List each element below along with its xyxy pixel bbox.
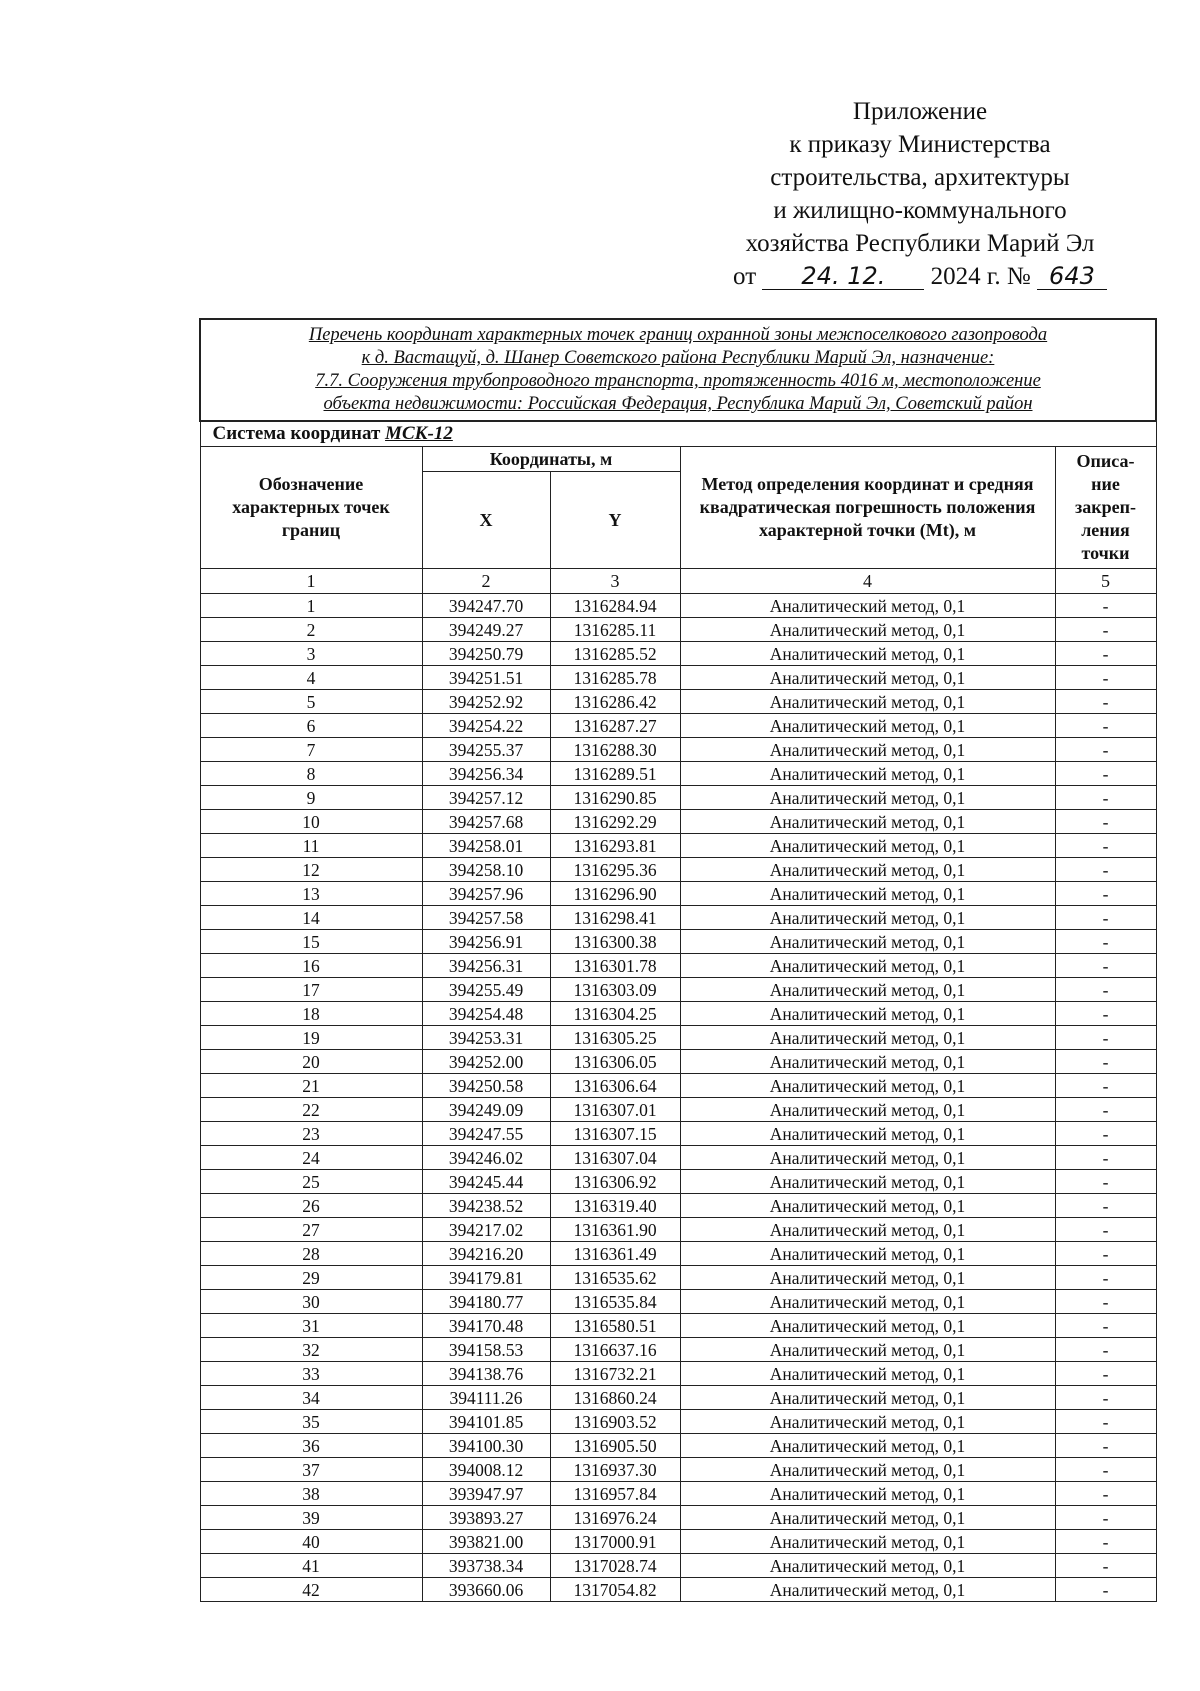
fixing-description: - [1055, 762, 1156, 786]
coord-y: 1316301.78 [550, 954, 680, 978]
header-line: к приказу Министерства [789, 131, 1051, 158]
fixing-description: - [1055, 1026, 1156, 1050]
fixing-description: - [1055, 1314, 1156, 1338]
fixing-description: - [1055, 1386, 1156, 1410]
coord-y: 1316284.94 [550, 594, 680, 618]
method: Аналитический метод, 0,1 [680, 1482, 1055, 1506]
coord-x: 394170.48 [422, 1314, 550, 1338]
coord-y: 1316535.84 [550, 1290, 680, 1314]
coord-x: 394257.12 [422, 786, 550, 810]
coord-x: 393893.27 [422, 1506, 550, 1530]
method: Аналитический метод, 0,1 [680, 762, 1055, 786]
coord-y: 1316300.38 [550, 930, 680, 954]
method: Аналитический метод, 0,1 [680, 1578, 1055, 1602]
coord-x: 394252.00 [422, 1050, 550, 1074]
table-row [200, 1050, 1156, 1074]
method: Аналитический метод, 0,1 [680, 666, 1055, 690]
coord-y: 1316306.05 [550, 1050, 680, 1074]
method: Аналитический метод, 0,1 [680, 1506, 1055, 1530]
fixing-description: - [1055, 1170, 1156, 1194]
point-number: 39 [200, 1506, 422, 1530]
fixing-description: - [1055, 1362, 1156, 1386]
method: Аналитический метод, 0,1 [680, 978, 1055, 1002]
point-number: 9 [200, 786, 422, 810]
fixing-description: - [1055, 1482, 1156, 1506]
table-row [200, 1482, 1156, 1506]
point-number: 35 [200, 1410, 422, 1434]
method: Аналитический метод, 0,1 [680, 690, 1055, 714]
coord-y: 1316361.49 [550, 1242, 680, 1266]
point-number: 7 [200, 738, 422, 762]
header-y: Y [550, 472, 680, 569]
header-line: хозяйства Республики Марий Эл [745, 230, 1095, 257]
coord-y: 1316361.90 [550, 1218, 680, 1242]
method: Аналитический метод, 0,1 [680, 1290, 1055, 1314]
coord-x: 393738.34 [422, 1554, 550, 1578]
fixing-description: - [1055, 882, 1156, 906]
method: Аналитический метод, 0,1 [680, 810, 1055, 834]
coord-y: 1316293.81 [550, 834, 680, 858]
point-number: 34 [200, 1386, 422, 1410]
fixing-description: - [1055, 1122, 1156, 1146]
coord-x: 394254.48 [422, 1002, 550, 1026]
coord-y: 1316298.41 [550, 906, 680, 930]
method: Аналитический метод, 0,1 [680, 1386, 1055, 1410]
table-row [200, 978, 1156, 1002]
fixing-description: - [1055, 1290, 1156, 1314]
fixing-description: - [1055, 1554, 1156, 1578]
coord-x: 394256.34 [422, 762, 550, 786]
fixing-description: - [1055, 1098, 1156, 1122]
coord-y: 1316580.51 [550, 1314, 680, 1338]
method: Аналитический метод, 0,1 [680, 1146, 1055, 1170]
coord-x: 394247.55 [422, 1122, 550, 1146]
fixing-description: - [1055, 714, 1156, 738]
coord-y: 1316287.27 [550, 714, 680, 738]
table-row [200, 1290, 1156, 1314]
coord-x: 394111.26 [422, 1386, 550, 1410]
date-prefix: от [733, 263, 757, 290]
method: Аналитический метод, 0,1 [680, 1122, 1055, 1146]
system-row [200, 421, 1156, 447]
fixing-description: - [1055, 690, 1156, 714]
coord-x: 394245.44 [422, 1170, 550, 1194]
table-row [200, 1026, 1156, 1050]
column-number: 2 [422, 569, 550, 594]
table-row [200, 642, 1156, 666]
header-point: Обозначение характерных точек границ [200, 447, 422, 569]
coord-x: 394253.31 [422, 1026, 550, 1050]
coord-y: 1316305.25 [550, 1026, 680, 1050]
coord-y: 1316288.30 [550, 738, 680, 762]
table-row [200, 858, 1156, 882]
column-number-row [200, 569, 1156, 594]
fixing-description: - [1055, 978, 1156, 1002]
point-number: 10 [200, 810, 422, 834]
table-row [200, 618, 1156, 642]
table-row [200, 882, 1156, 906]
method: Аналитический метод, 0,1 [680, 1194, 1055, 1218]
fixing-description: - [1055, 1194, 1156, 1218]
coord-x: 394258.01 [422, 834, 550, 858]
handwritten-order-number: 643 [1037, 263, 1107, 290]
point-number: 36 [200, 1434, 422, 1458]
point-number: 17 [200, 978, 422, 1002]
method: Аналитический метод, 0,1 [680, 1098, 1055, 1122]
coord-x: 394247.70 [422, 594, 550, 618]
point-number: 13 [200, 882, 422, 906]
coord-x: 394179.81 [422, 1266, 550, 1290]
point-number: 23 [200, 1122, 422, 1146]
column-number: 5 [1055, 569, 1156, 594]
table-row [200, 762, 1156, 786]
coord-x: 394249.09 [422, 1098, 550, 1122]
coord-y: 1316285.78 [550, 666, 680, 690]
fixing-description: - [1055, 858, 1156, 882]
fixing-description: - [1055, 642, 1156, 666]
table-row [200, 954, 1156, 978]
point-number: 1 [200, 594, 422, 618]
fixing-description: - [1055, 618, 1156, 642]
method: Аналитический метод, 0,1 [680, 1530, 1055, 1554]
method: Аналитический метод, 0,1 [680, 1026, 1055, 1050]
table-row [200, 1122, 1156, 1146]
column-number: 3 [550, 569, 680, 594]
coord-x: 393821.00 [422, 1530, 550, 1554]
method: Аналитический метод, 0,1 [680, 1458, 1055, 1482]
method: Аналитический метод, 0,1 [680, 1002, 1055, 1026]
table-row [200, 666, 1156, 690]
method: Аналитический метод, 0,1 [680, 906, 1055, 930]
point-number: 25 [200, 1170, 422, 1194]
fixing-description: - [1055, 1458, 1156, 1482]
method: Аналитический метод, 0,1 [680, 1050, 1055, 1074]
fixing-description: - [1055, 954, 1156, 978]
method: Аналитический метод, 0,1 [680, 858, 1055, 882]
table-row [200, 906, 1156, 930]
fixing-description: - [1055, 930, 1156, 954]
point-number: 21 [200, 1074, 422, 1098]
header-line: Приложение [852, 98, 988, 125]
coord-y: 1316296.90 [550, 882, 680, 906]
fixing-description: - [1055, 1434, 1156, 1458]
coord-y: 1316307.01 [550, 1098, 680, 1122]
table-row [200, 1506, 1156, 1530]
header-coordinates: Координаты, м [422, 447, 680, 472]
header-row-1 [200, 447, 1156, 472]
fixing-description: - [1055, 810, 1156, 834]
fixing-description: - [1055, 1506, 1156, 1530]
coord-x: 394246.02 [422, 1146, 550, 1170]
coord-x: 394158.53 [422, 1338, 550, 1362]
point-number: 38 [200, 1482, 422, 1506]
fixing-description: - [1055, 1002, 1156, 1026]
fixing-description: - [1055, 1074, 1156, 1098]
coord-y: 1317000.91 [550, 1530, 680, 1554]
coord-x: 394255.49 [422, 978, 550, 1002]
method: Аналитический метод, 0,1 [680, 618, 1055, 642]
fixing-description: - [1055, 1578, 1156, 1602]
title-row [200, 319, 1156, 421]
coord-y: 1316957.84 [550, 1482, 680, 1506]
method: Аналитический метод, 0,1 [680, 1434, 1055, 1458]
coord-y: 1316732.21 [550, 1362, 680, 1386]
system-code: МСК-12 [385, 423, 453, 444]
point-number: 27 [200, 1218, 422, 1242]
point-number: 19 [200, 1026, 422, 1050]
table-row [200, 1074, 1156, 1098]
coord-x: 394238.52 [422, 1194, 550, 1218]
table-row [200, 738, 1156, 762]
coord-y: 1316289.51 [550, 762, 680, 786]
coord-x: 394138.76 [422, 1362, 550, 1386]
column-number: 1 [200, 569, 422, 594]
point-number: 8 [200, 762, 422, 786]
method: Аналитический метод, 0,1 [680, 1554, 1055, 1578]
coord-y: 1316306.64 [550, 1074, 680, 1098]
coord-y: 1316295.36 [550, 858, 680, 882]
point-number: 37 [200, 1458, 422, 1482]
table-row [200, 1362, 1156, 1386]
coord-x: 394251.51 [422, 666, 550, 690]
coord-x: 394257.58 [422, 906, 550, 930]
fixing-description: - [1055, 1530, 1156, 1554]
table-row [200, 1242, 1156, 1266]
coord-y: 1316860.24 [550, 1386, 680, 1410]
coord-y: 1316290.85 [550, 786, 680, 810]
coord-y: 1316307.15 [550, 1122, 680, 1146]
point-number: 5 [200, 690, 422, 714]
point-number: 29 [200, 1266, 422, 1290]
coord-y: 1316285.11 [550, 618, 680, 642]
fixing-description: - [1055, 666, 1156, 690]
point-number: 6 [200, 714, 422, 738]
point-number: 16 [200, 954, 422, 978]
coord-x: 394216.20 [422, 1242, 550, 1266]
table-row [200, 714, 1156, 738]
table-row [200, 810, 1156, 834]
table-row [200, 930, 1156, 954]
point-number: 4 [200, 666, 422, 690]
point-number: 18 [200, 1002, 422, 1026]
coord-y: 1316303.09 [550, 978, 680, 1002]
fixing-description: - [1055, 738, 1156, 762]
coord-x: 394254.22 [422, 714, 550, 738]
table-row [200, 690, 1156, 714]
fixing-description: - [1055, 1050, 1156, 1074]
coord-x: 394256.91 [422, 930, 550, 954]
title-line: объекта недвижимости: Российская Федерация, Республика Марий Эл, Советский район [323, 394, 1033, 414]
coord-y: 1316304.25 [550, 1002, 680, 1026]
table-row [200, 1386, 1156, 1410]
method: Аналитический метод, 0,1 [680, 954, 1055, 978]
table-row [200, 1218, 1156, 1242]
header-x: X [422, 472, 550, 569]
order-date-line [700, 260, 1140, 293]
fixing-description: - [1055, 906, 1156, 930]
coord-x: 394101.85 [422, 1410, 550, 1434]
coordinate-system [200, 421, 1156, 447]
table-row [200, 1266, 1156, 1290]
point-number: 3 [200, 642, 422, 666]
coord-y: 1316937.30 [550, 1458, 680, 1482]
coord-y: 1317028.74 [550, 1554, 680, 1578]
point-number: 26 [200, 1194, 422, 1218]
method: Аналитический метод, 0,1 [680, 594, 1055, 618]
table-row [200, 1146, 1156, 1170]
table-row [200, 1170, 1156, 1194]
coord-y: 1316319.40 [550, 1194, 680, 1218]
method: Аналитический метод, 0,1 [680, 1314, 1055, 1338]
coord-x: 394258.10 [422, 858, 550, 882]
method: Аналитический метод, 0,1 [680, 1410, 1055, 1434]
point-number: 24 [200, 1146, 422, 1170]
method: Аналитический метод, 0,1 [680, 1242, 1055, 1266]
point-number: 14 [200, 906, 422, 930]
coord-x: 394256.31 [422, 954, 550, 978]
point-number: 11 [200, 834, 422, 858]
table-row [200, 1098, 1156, 1122]
point-number: 33 [200, 1362, 422, 1386]
fixing-description: - [1055, 594, 1156, 618]
system-label: Система координат [212, 423, 381, 444]
fixing-description: - [1055, 1266, 1156, 1290]
point-number: 30 [200, 1290, 422, 1314]
coord-y: 1316306.92 [550, 1170, 680, 1194]
point-number: 31 [200, 1314, 422, 1338]
point-number: 15 [200, 930, 422, 954]
table-row [200, 1314, 1156, 1338]
coord-y: 1316307.04 [550, 1146, 680, 1170]
coord-y: 1316286.42 [550, 690, 680, 714]
coord-x: 394255.37 [422, 738, 550, 762]
title-line: Перечень координат характерных точек границ охранной зоны межпоселкового газопровода [308, 325, 1048, 345]
coord-x: 394252.92 [422, 690, 550, 714]
year-text: 2024 г. № [930, 263, 1031, 290]
column-number: 4 [680, 569, 1055, 594]
handwritten-date: 24. 12. [762, 263, 924, 290]
coord-x: 394257.68 [422, 810, 550, 834]
fixing-description: - [1055, 1242, 1156, 1266]
table-row [200, 1002, 1156, 1026]
point-number: 22 [200, 1098, 422, 1122]
method: Аналитический метод, 0,1 [680, 834, 1055, 858]
table-row [200, 786, 1156, 810]
coord-x: 393947.97 [422, 1482, 550, 1506]
method: Аналитический метод, 0,1 [680, 1362, 1055, 1386]
coord-x: 394249.27 [422, 618, 550, 642]
coord-x: 394100.30 [422, 1434, 550, 1458]
table-title [200, 319, 1156, 421]
fixing-description: - [1055, 1410, 1156, 1434]
coord-y: 1316905.50 [550, 1434, 680, 1458]
table-row [200, 1410, 1156, 1434]
point-number: 42 [200, 1578, 422, 1602]
table-row [200, 1194, 1156, 1218]
header-line: и жилищно-коммунального [773, 197, 1067, 224]
fixing-description: - [1055, 1218, 1156, 1242]
coord-x: 394257.96 [422, 882, 550, 906]
method: Аналитический метод, 0,1 [680, 1266, 1055, 1290]
coord-y: 1316292.29 [550, 810, 680, 834]
table-row [200, 1434, 1156, 1458]
coord-y: 1316903.52 [550, 1410, 680, 1434]
coordinates-table [199, 318, 1157, 1602]
method: Аналитический метод, 0,1 [680, 738, 1055, 762]
coord-y: 1316285.52 [550, 642, 680, 666]
point-number: 28 [200, 1242, 422, 1266]
point-number: 20 [200, 1050, 422, 1074]
header-method: Метод определения координат и средняя квадратическая погрешность положения характерной точки (Mt), м [680, 447, 1055, 569]
table-row [200, 1554, 1156, 1578]
table-row [200, 1338, 1156, 1362]
fixing-description: - [1055, 834, 1156, 858]
coordinates-table-frame [199, 318, 1155, 1630]
method: Аналитический метод, 0,1 [680, 1170, 1055, 1194]
title-line: 7.7. Сооружения трубопроводного транспорта, протяженность 4016 м, местоположение [315, 371, 1041, 391]
fixing-description: - [1055, 786, 1156, 810]
table-row [200, 1458, 1156, 1482]
coord-x: 394180.77 [422, 1290, 550, 1314]
table-row [200, 834, 1156, 858]
method: Аналитический метод, 0,1 [680, 882, 1055, 906]
point-number: 32 [200, 1338, 422, 1362]
method: Аналитический метод, 0,1 [680, 786, 1055, 810]
point-number: 2 [200, 618, 422, 642]
coord-x: 393660.06 [422, 1578, 550, 1602]
point-number: 41 [200, 1554, 422, 1578]
table-row [200, 594, 1156, 618]
appendix-header [700, 95, 1140, 293]
header-line: строительства, архитектуры [770, 164, 1070, 191]
method: Аналитический метод, 0,1 [680, 714, 1055, 738]
point-number: 12 [200, 858, 422, 882]
method: Аналитический метод, 0,1 [680, 1338, 1055, 1362]
method: Аналитический метод, 0,1 [680, 642, 1055, 666]
coord-y: 1317054.82 [550, 1578, 680, 1602]
point-number: 40 [200, 1530, 422, 1554]
method: Аналитический метод, 0,1 [680, 1218, 1055, 1242]
coord-x: 394250.58 [422, 1074, 550, 1098]
coord-y: 1316535.62 [550, 1266, 680, 1290]
method: Аналитический метод, 0,1 [680, 1074, 1055, 1098]
method: Аналитический метод, 0,1 [680, 930, 1055, 954]
coord-y: 1316637.16 [550, 1338, 680, 1362]
fixing-description: - [1055, 1146, 1156, 1170]
coord-x: 394217.02 [422, 1218, 550, 1242]
header-description: Описа-ние закреп-ления точки [1055, 447, 1156, 569]
fixing-description: - [1055, 1338, 1156, 1362]
table-row [200, 1578, 1156, 1602]
title-line: к д. Вастащуй, д. Шанер Советского района Республики Марий Эл, назначение: [361, 348, 995, 368]
coord-x: 394250.79 [422, 642, 550, 666]
coord-x: 394008.12 [422, 1458, 550, 1482]
coord-y: 1316976.24 [550, 1506, 680, 1530]
table-row [200, 1530, 1156, 1554]
